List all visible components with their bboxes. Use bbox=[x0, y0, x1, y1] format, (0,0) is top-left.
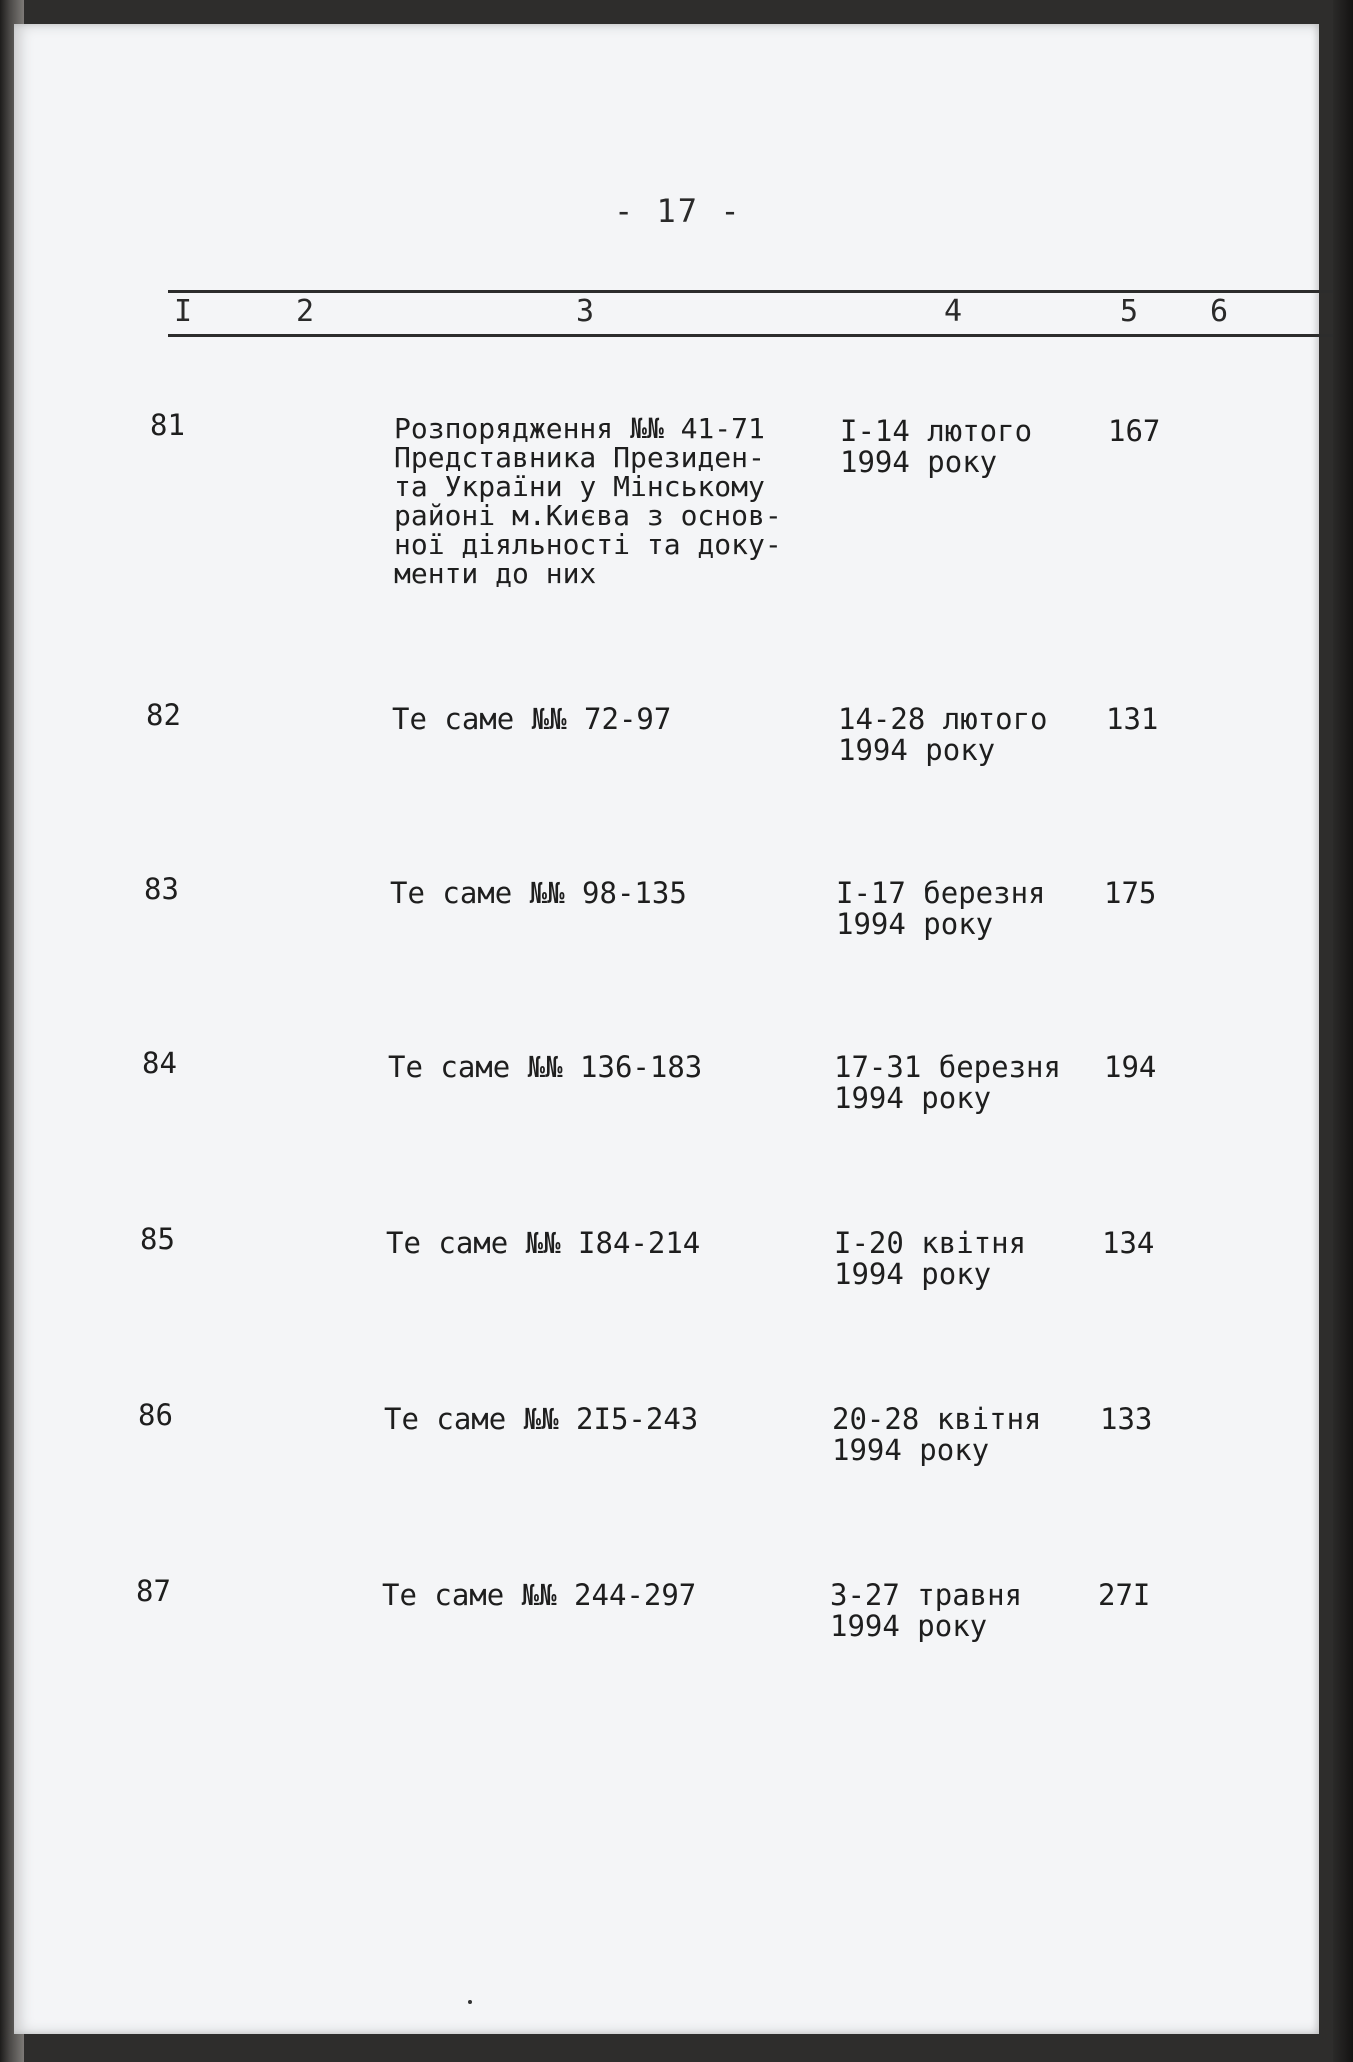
row-82-date-line-1: 14-28 лютого bbox=[838, 702, 1048, 736]
row-82-date-line-2: 1994 року bbox=[838, 733, 996, 767]
row-85-date-line-1: I-20 квітня bbox=[834, 1226, 1027, 1260]
table-header-top-rule bbox=[168, 290, 1333, 293]
row-84-date-line-1: 17-31 березня bbox=[834, 1050, 1061, 1084]
column-header-1: I bbox=[174, 294, 193, 329]
column-header-3: 3 bbox=[576, 294, 595, 329]
row-81-number: 81 bbox=[150, 408, 185, 442]
row-86-description: Те саме №№ 2I5-243 bbox=[384, 1402, 699, 1436]
row-85-date-line-2: 1994 року bbox=[834, 1257, 992, 1291]
row-82-number: 82 bbox=[146, 698, 181, 732]
row-81-count: 167 bbox=[1108, 414, 1161, 448]
row-81-description-line-4: районі м.Києва з основ- bbox=[394, 499, 782, 532]
row-84-number: 84 bbox=[142, 1046, 177, 1080]
row-86-date-line-2: 1994 року bbox=[832, 1433, 990, 1467]
column-header-6: 6 bbox=[1210, 294, 1229, 329]
table-header-bottom-rule bbox=[168, 334, 1333, 337]
column-header-4: 4 bbox=[944, 294, 963, 329]
row-84-date-line-2: 1994 року bbox=[834, 1081, 992, 1115]
row-87-description: Те саме №№ 244-297 bbox=[382, 1578, 697, 1612]
row-87-date-line-2: 1994 року bbox=[830, 1609, 988, 1643]
row-87-count: 27I bbox=[1098, 1578, 1151, 1612]
column-header-5: 5 bbox=[1120, 294, 1139, 329]
row-87-date-line-1: 3-27 травня bbox=[830, 1578, 1023, 1612]
column-header-2: 2 bbox=[296, 294, 315, 329]
row-82-count: 131 bbox=[1106, 702, 1159, 736]
page-number: - 17 - bbox=[614, 192, 742, 230]
document-page bbox=[14, 24, 1319, 2034]
row-86-date-line-1: 20-28 квітня bbox=[832, 1402, 1042, 1436]
row-81-description-line-1: Розпорядження №№ 41-71 bbox=[394, 412, 765, 445]
row-84-count: 194 bbox=[1104, 1050, 1157, 1084]
row-81-description-line-3: та України у Мінському bbox=[394, 470, 765, 503]
row-85-count: 134 bbox=[1102, 1226, 1155, 1260]
row-81-date-line-2: 1994 року bbox=[840, 445, 998, 479]
row-86-count: 133 bbox=[1100, 1402, 1153, 1436]
row-81-description-line-2: Представника Президен- bbox=[394, 441, 765, 474]
row-83-date-line-2: 1994 року bbox=[836, 907, 994, 941]
row-87-number: 87 bbox=[136, 1574, 171, 1608]
row-85-number: 85 bbox=[140, 1222, 175, 1256]
row-86-number: 86 bbox=[138, 1398, 173, 1432]
row-85-description: Те саме №№ I84-214 bbox=[386, 1226, 701, 1260]
row-83-date-line-1: I-17 березня bbox=[836, 876, 1046, 910]
row-81-description-line-6: менти до них bbox=[394, 557, 597, 590]
row-83-number: 83 bbox=[144, 872, 179, 906]
row-81-date-line-1: I-14 лютого bbox=[840, 414, 1033, 448]
row-84-description: Те саме №№ 136-183 bbox=[388, 1050, 703, 1084]
row-83-count: 175 bbox=[1104, 876, 1157, 910]
row-83-description: Те саме №№ 98-135 bbox=[390, 876, 687, 910]
scan-right-edge bbox=[1333, 0, 1353, 2062]
row-82-description: Те саме №№ 72-97 bbox=[392, 702, 672, 736]
ink-speck bbox=[468, 2000, 472, 2004]
row-81-description-line-5: ної діяльності та доку- bbox=[394, 528, 782, 561]
